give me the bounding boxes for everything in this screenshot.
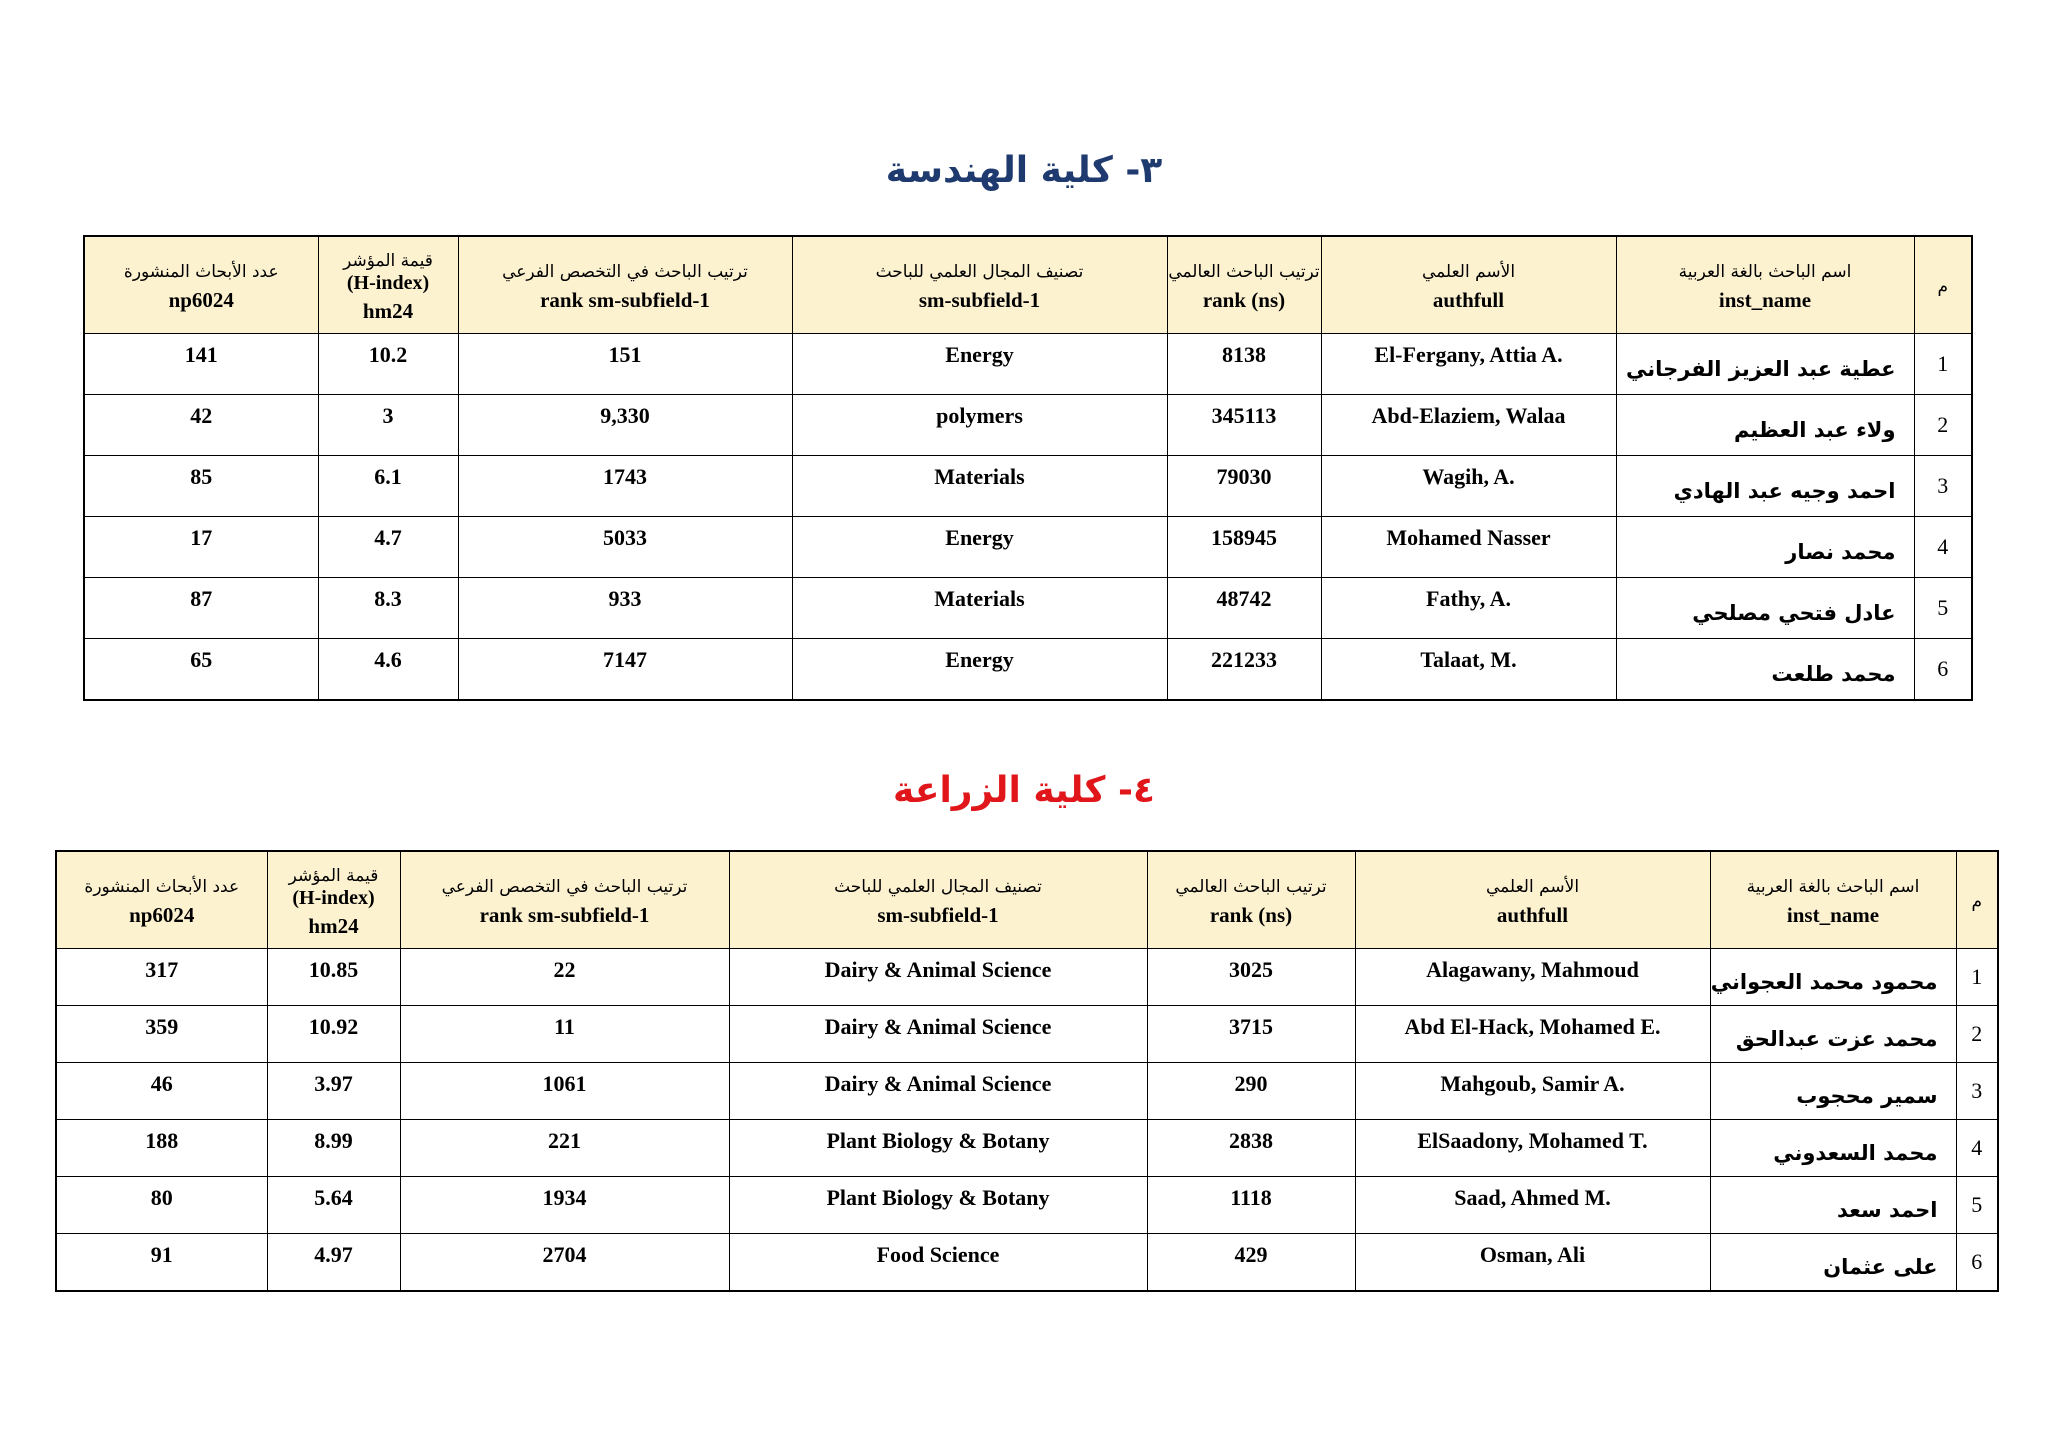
cell-subfield: Plant Biology & Botany [729, 1120, 1147, 1177]
cell-papers-count: 65 [84, 639, 318, 700]
column-header-scientific-name [1355, 851, 1710, 949]
cell-index: 5 [1914, 578, 1972, 639]
section-title-engineering: ٣- كلية الهندسة [885, 150, 1163, 191]
researchers-table-engineering [83, 235, 1973, 701]
column-header-arabic-name [1710, 851, 1956, 949]
column-header-scientific-name [1321, 236, 1616, 334]
cell-h-index: 8.3 [318, 578, 458, 639]
table-row [84, 456, 1972, 517]
column-header-world-rank [1167, 236, 1321, 334]
cell-subfield-rank: 933 [458, 578, 792, 639]
cell-index: 1 [1914, 334, 1972, 395]
column-header-subfield [792, 236, 1167, 334]
cell-index: 6 [1956, 1234, 1998, 1291]
cell-papers-count: 359 [56, 1006, 267, 1063]
column-header-arabic: الأسم العلمي [1485, 876, 1580, 897]
column-header-arabic: الأسم العلمي [1421, 261, 1516, 282]
cell-world-rank: 1118 [1147, 1177, 1355, 1234]
column-header-english: rank (ns) [1202, 287, 1286, 312]
table-row [84, 639, 1972, 700]
cell-h-index: 8.99 [267, 1120, 400, 1177]
table-row [84, 334, 1972, 395]
cell-scientific-name: Wagih, A. [1321, 456, 1616, 517]
cell-papers-count: 188 [56, 1120, 267, 1177]
column-header-arabic: ترتيب الباحث العالمي [1168, 261, 1320, 282]
cell-index: 3 [1956, 1063, 1998, 1120]
cell-index: 4 [1956, 1120, 1998, 1177]
cell-h-index: 6.1 [318, 456, 458, 517]
cell-papers-count: 46 [56, 1063, 267, 1120]
cell-subfield-rank: 11 [400, 1006, 729, 1063]
cell-world-rank: 48742 [1167, 578, 1321, 639]
cell-subfield: Materials [792, 578, 1167, 639]
cell-index: 3 [1914, 456, 1972, 517]
cell-subfield-rank: 221 [400, 1120, 729, 1177]
cell-subfield-rank: 7147 [458, 639, 792, 700]
column-header-english: hm24 [308, 913, 359, 938]
column-header-papers-count [84, 236, 318, 334]
column-header-arabic: اسم الباحث بالغة العربية [1678, 261, 1852, 282]
cell-scientific-name: Abd-Elaziem, Walaa [1321, 395, 1616, 456]
cell-scientific-name: El-Fergany, Attia A. [1321, 334, 1616, 395]
cell-subfield-rank: 1934 [400, 1177, 729, 1234]
cell-world-rank: 79030 [1167, 456, 1321, 517]
column-header-english: np6024 [168, 287, 234, 312]
cell-world-rank: 429 [1147, 1234, 1355, 1291]
column-header-arabic: تصنيف المجال العلمي للباحث [834, 876, 1042, 897]
column-header-english: sm-subfield-1 [877, 902, 999, 927]
cell-subfield-rank: 1743 [458, 456, 792, 517]
cell-index: 5 [1956, 1177, 1998, 1234]
cell-h-index: 4.7 [318, 517, 458, 578]
table-row [56, 1006, 1998, 1063]
table-row [56, 1063, 1998, 1120]
cell-scientific-name: Saad, Ahmed M. [1355, 1177, 1710, 1234]
cell-arabic-name: محمد عزت عبدالحق [1710, 1006, 1956, 1063]
column-header-subfield-rank [400, 851, 729, 949]
column-header-subtitle: (H-index) [346, 271, 430, 294]
column-header-subfield [729, 851, 1147, 949]
cell-arabic-name: محمود محمد العجواني [1710, 949, 1956, 1006]
cell-h-index: 10.92 [267, 1006, 400, 1063]
cell-index: 4 [1914, 517, 1972, 578]
column-header-arabic-name [1616, 236, 1914, 334]
cell-world-rank: 345113 [1167, 395, 1321, 456]
cell-papers-count: 42 [84, 395, 318, 456]
column-header-english: inst_name [1786, 902, 1880, 927]
table-header [56, 851, 1998, 949]
cell-subfield: Food Science [729, 1234, 1147, 1291]
column-header-arabic: ترتيب الباحث في التخصص الفرعي [441, 876, 688, 897]
column-header-arabic: قيمة المؤشر [343, 250, 433, 271]
column-header-world-rank [1147, 851, 1355, 949]
cell-arabic-name: احمد وجيه عبد الهادي [1616, 456, 1914, 517]
cell-subfield: Materials [792, 456, 1167, 517]
cell-world-rank: 8138 [1167, 334, 1321, 395]
cell-subfield: Dairy & Animal Science [729, 949, 1147, 1006]
table-row [56, 949, 1998, 1006]
cell-h-index: 4.6 [318, 639, 458, 700]
table-body [84, 334, 1972, 700]
column-header-english: rank (ns) [1209, 902, 1293, 927]
cell-index: 1 [1956, 949, 1998, 1006]
column-header-arabic: م [1937, 276, 1949, 297]
cell-papers-count: 317 [56, 949, 267, 1006]
table-row [56, 1120, 1998, 1177]
cell-subfield-rank: 2704 [400, 1234, 729, 1291]
column-header-h-index [318, 236, 458, 334]
cell-arabic-name: محمد السعدوني [1710, 1120, 1956, 1177]
cell-world-rank: 2838 [1147, 1120, 1355, 1177]
cell-subfield: polymers [792, 395, 1167, 456]
cell-arabic-name: على عثمان [1710, 1234, 1956, 1291]
cell-scientific-name: Mahgoub, Samir A. [1355, 1063, 1710, 1120]
column-header-arabic: عدد الأبحاث المنشورة [123, 261, 279, 282]
header-row [84, 236, 1972, 334]
column-header-english: authfull [1496, 902, 1569, 927]
column-header-arabic: قيمة المؤشر [288, 865, 379, 886]
column-header-english: sm-subfield-1 [918, 287, 1041, 312]
cell-world-rank: 290 [1147, 1063, 1355, 1120]
cell-subfield: Energy [792, 334, 1167, 395]
column-header-papers-count [56, 851, 267, 949]
column-header-subtitle: (H-index) [292, 886, 375, 909]
table-row [56, 1234, 1998, 1291]
column-header-index [1956, 851, 1998, 949]
cell-h-index: 10.85 [267, 949, 400, 1006]
column-header-arabic: م [1971, 891, 1983, 912]
column-header-h-index [267, 851, 400, 949]
cell-scientific-name: Mohamed Nasser [1321, 517, 1616, 578]
cell-arabic-name: عطية عبد العزيز الفرجاني [1616, 334, 1914, 395]
cell-scientific-name: Talaat, M. [1321, 639, 1616, 700]
cell-scientific-name: Abd El-Hack, Mohamed E. [1355, 1006, 1710, 1063]
cell-arabic-name: احمد سعد [1710, 1177, 1956, 1234]
cell-scientific-name: ElSaadony, Mohamed T. [1355, 1120, 1710, 1177]
column-header-english: np6024 [129, 902, 195, 927]
cell-scientific-name: Alagawany, Mahmoud [1355, 949, 1710, 1006]
column-header-english: rank sm-subfield-1 [479, 902, 650, 927]
table-header [84, 236, 1972, 334]
cell-h-index: 3.97 [267, 1063, 400, 1120]
cell-index: 2 [1914, 395, 1972, 456]
table-row [84, 517, 1972, 578]
cell-h-index: 3 [318, 395, 458, 456]
cell-arabic-name: ولاء عبد العظيم [1616, 395, 1914, 456]
cell-scientific-name: Fathy, A. [1321, 578, 1616, 639]
cell-papers-count: 141 [84, 334, 318, 395]
cell-subfield-rank: 22 [400, 949, 729, 1006]
cell-papers-count: 91 [56, 1234, 267, 1291]
table-row [56, 1177, 1998, 1234]
cell-world-rank: 3715 [1147, 1006, 1355, 1063]
cell-papers-count: 87 [84, 578, 318, 639]
cell-arabic-name: عادل فتحي مصلحي [1616, 578, 1914, 639]
header-row [56, 851, 1998, 949]
cell-world-rank: 3025 [1147, 949, 1355, 1006]
cell-papers-count: 85 [84, 456, 318, 517]
cell-subfield-rank: 9,330 [458, 395, 792, 456]
cell-subfield-rank: 1061 [400, 1063, 729, 1120]
column-header-english: authfull [1432, 287, 1505, 312]
table-row [84, 578, 1972, 639]
cell-papers-count: 80 [56, 1177, 267, 1234]
section-title-agriculture: ٤- كلية الزراعة [893, 770, 1155, 811]
cell-arabic-name: سمير محجوب [1710, 1063, 1956, 1120]
cell-h-index: 4.97 [267, 1234, 400, 1291]
column-header-arabic: ترتيب الباحث في التخصص الفرعي [502, 261, 748, 282]
column-header-english: hm24 [362, 298, 414, 323]
cell-h-index: 5.64 [267, 1177, 400, 1234]
cell-subfield: Dairy & Animal Science [729, 1063, 1147, 1120]
cell-arabic-name: محمد نصار [1616, 517, 1914, 578]
cell-index: 2 [1956, 1006, 1998, 1063]
cell-subfield: Plant Biology & Botany [729, 1177, 1147, 1234]
cell-h-index: 10.2 [318, 334, 458, 395]
cell-subfield: Energy [792, 639, 1167, 700]
cell-subfield: Dairy & Animal Science [729, 1006, 1147, 1063]
table-body [56, 949, 1998, 1291]
cell-scientific-name: Osman, Ali [1355, 1234, 1710, 1291]
table-row [84, 395, 1972, 456]
cell-world-rank: 158945 [1167, 517, 1321, 578]
column-header-english: inst_name [1718, 287, 1812, 312]
column-header-arabic: عدد الأبحاث المنشورة [84, 876, 240, 897]
cell-world-rank: 221233 [1167, 639, 1321, 700]
researchers-table-agriculture [55, 850, 1999, 1292]
column-header-english: rank sm-subfield-1 [540, 287, 710, 312]
column-header-subfield-rank [458, 236, 792, 334]
cell-subfield: Energy [792, 517, 1167, 578]
column-header-arabic: اسم الباحث بالغة العربية [1746, 876, 1920, 897]
column-header-arabic: تصنيف المجال العلمي للباحث [875, 261, 1084, 282]
column-header-index [1914, 236, 1972, 334]
cell-arabic-name: محمد طلعت [1616, 639, 1914, 700]
column-header-arabic: ترتيب الباحث العالمي [1175, 876, 1327, 897]
cell-index: 6 [1914, 639, 1972, 700]
cell-papers-count: 17 [84, 517, 318, 578]
cell-subfield-rank: 151 [458, 334, 792, 395]
cell-subfield-rank: 5033 [458, 517, 792, 578]
